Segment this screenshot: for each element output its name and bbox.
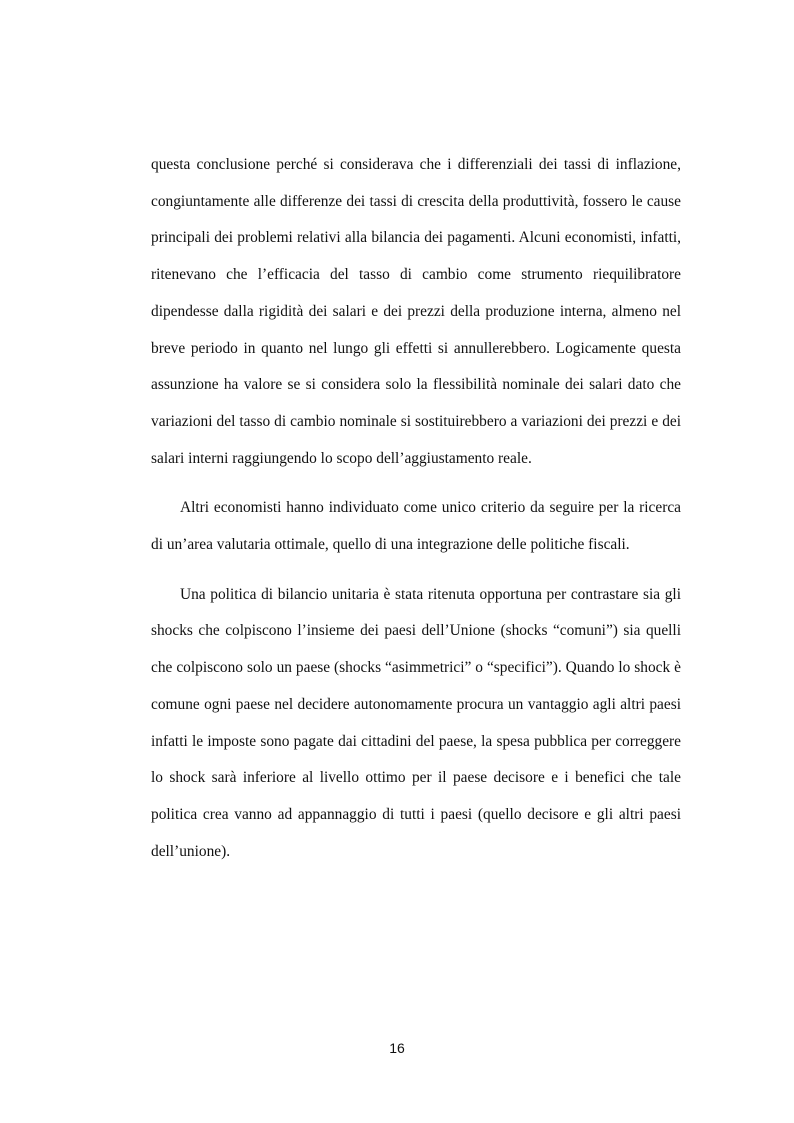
paragraph-budget-policy: Una politica di bilancio unitaria è stata ritenuta opportuna per contrastare sia gli shocks che colpiscono l’insieme dei paesi dell’Unione (shocks “comuni”) sia quelli che colpiscono solo un paese (shocks “asimmetrici” o “specifici”). Quando lo shock è comune ogni paese nel decidere autonomamente procura un vantaggio agli altri paesi infatti le imposte sono pagate dai cittadini del paese, la spesa pubblica per correggere lo shock sarà inferiore al livello ottimo per il paese decisore e i benefici che tale politica crea vanno ad appannaggio di tutti i paesi (quello decisore e gli altri paesi dell’unione). <box>151 585 681 860</box>
paragraph-continuation: questa conclusione perché si considerava che i differenziali dei tassi di inflazione, congiuntamente alle differenze dei tassi di crescita della produttività, fossero le cause principali dei problemi relativi alla bilancia dei pagamenti. Alcuni economisti, infatti, ritenevano che l’efficacia del tasso di cambio come strumento riequilibratore dipendesse dalla rigidità dei salari e dei prezzi della produzione interna, almeno nel breve periodo in quanto nel lungo gli effetti si annullerebbero. Logicamente questa assunzione ha valore se si considera solo la flessibilità nominale dei salari dato che variazioni del tasso di cambio nominale si sostituirebbero a variazioni dei prezzi e dei salari interni raggiungendo lo scopo dell’aggiustamento reale. <box>151 156 681 467</box>
page-number: 16 <box>389 1040 405 1056</box>
paragraph-fiscal-integration: Altri economisti hanno individuato come unico criterio da seguire per la ricerca di un’area valutaria ottimale, quello di una integrazione delle politiche fiscali. <box>151 499 681 554</box>
page-body <box>151 147 681 870</box>
